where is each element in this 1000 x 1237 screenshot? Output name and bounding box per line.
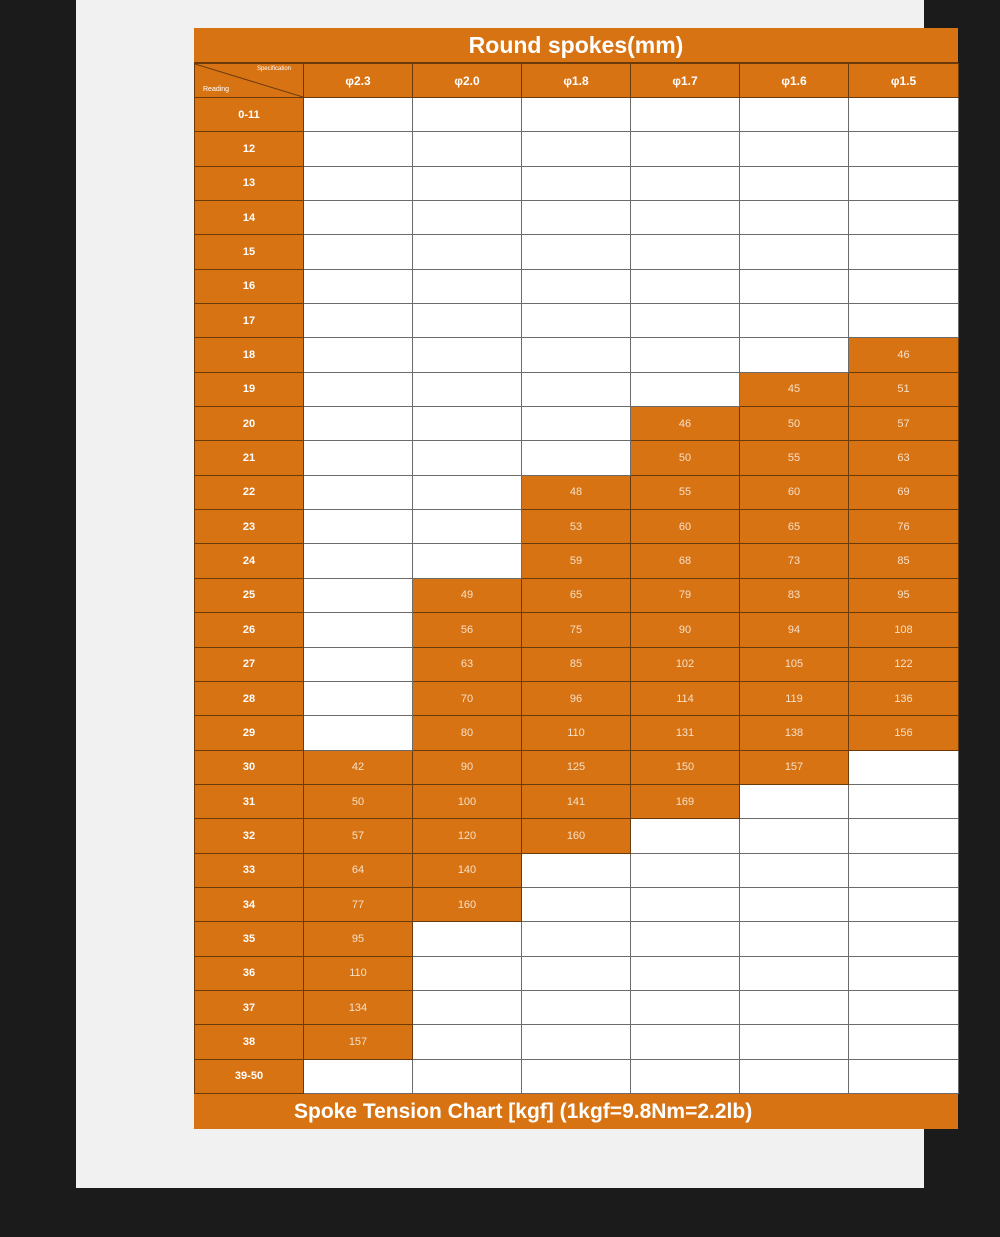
table-row: [195, 407, 959, 441]
empty-cell: [631, 235, 740, 269]
table-row: [195, 544, 959, 578]
empty-cell: [304, 613, 413, 647]
empty-cell: [304, 235, 413, 269]
empty-cell: [304, 201, 413, 235]
tension-value-cell: 157: [304, 1025, 413, 1059]
empty-cell: [304, 98, 413, 132]
tension-value-cell: 90: [631, 613, 740, 647]
empty-cell: [522, 1025, 631, 1059]
tension-value-cell: 90: [413, 750, 522, 784]
tension-value-cell: 140: [413, 853, 522, 887]
empty-cell: [413, 441, 522, 475]
empty-cell: [304, 578, 413, 612]
empty-cell: [740, 819, 849, 853]
empty-cell: [849, 853, 959, 887]
table-row: [195, 1025, 959, 1059]
corner-label-specification: Specification: [256, 66, 291, 72]
empty-cell: [522, 372, 631, 406]
row-header-reading: 14: [195, 201, 304, 235]
empty-cell: [304, 716, 413, 750]
empty-cell: [522, 1059, 631, 1093]
table-row: [195, 578, 959, 612]
row-header-reading: 16: [195, 269, 304, 303]
column-header: φ1.6: [740, 64, 849, 98]
tension-value-cell: 48: [522, 475, 631, 509]
table-row: [195, 784, 959, 818]
table-row: [195, 201, 959, 235]
empty-cell: [304, 269, 413, 303]
tension-value-cell: 85: [849, 544, 959, 578]
empty-cell: [413, 235, 522, 269]
empty-cell: [740, 1059, 849, 1093]
empty-cell: [413, 956, 522, 990]
tension-table: [194, 63, 959, 1094]
tension-value-cell: 76: [849, 510, 959, 544]
empty-cell: [631, 338, 740, 372]
tension-value-cell: 102: [631, 647, 740, 681]
empty-cell: [413, 544, 522, 578]
empty-cell: [413, 990, 522, 1024]
empty-cell: [413, 98, 522, 132]
row-header-reading: 19: [195, 372, 304, 406]
column-header: φ2.3: [304, 64, 413, 98]
row-header-reading: 33: [195, 853, 304, 887]
empty-cell: [631, 1025, 740, 1059]
tension-value-cell: 59: [522, 544, 631, 578]
tension-value-cell: 160: [413, 887, 522, 921]
tension-value-cell: 56: [413, 613, 522, 647]
row-header-reading: 0-11: [195, 98, 304, 132]
table-row: [195, 887, 959, 921]
row-header-reading: 29: [195, 716, 304, 750]
row-header-reading: 36: [195, 956, 304, 990]
tension-value-cell: 94: [740, 613, 849, 647]
empty-cell: [740, 922, 849, 956]
row-header-reading: 26: [195, 613, 304, 647]
row-header-reading: 37: [195, 990, 304, 1024]
empty-cell: [413, 304, 522, 338]
empty-cell: [849, 784, 959, 818]
empty-cell: [849, 1025, 959, 1059]
empty-cell: [740, 235, 849, 269]
empty-cell: [740, 784, 849, 818]
row-header-reading: 28: [195, 681, 304, 715]
empty-cell: [631, 956, 740, 990]
empty-cell: [522, 922, 631, 956]
corner-label-reading: Reading: [203, 86, 230, 93]
table-row: [195, 922, 959, 956]
tension-value-cell: 42: [304, 750, 413, 784]
empty-cell: [522, 304, 631, 338]
empty-cell: [413, 269, 522, 303]
empty-cell: [631, 269, 740, 303]
empty-cell: [522, 235, 631, 269]
row-header-reading: 24: [195, 544, 304, 578]
empty-cell: [304, 647, 413, 681]
tension-value-cell: 60: [631, 510, 740, 544]
empty-cell: [522, 269, 631, 303]
empty-cell: [304, 1059, 413, 1093]
row-header-reading: 27: [195, 647, 304, 681]
tension-value-cell: 68: [631, 544, 740, 578]
empty-cell: [631, 853, 740, 887]
tension-value-cell: 65: [522, 578, 631, 612]
corner-cell: [195, 64, 304, 98]
tension-value-cell: 141: [522, 784, 631, 818]
table-row: [195, 613, 959, 647]
row-header-reading: 39-50: [195, 1059, 304, 1093]
tension-value-cell: 69: [849, 475, 959, 509]
empty-cell: [740, 338, 849, 372]
chart-title: Round spokes(mm): [194, 28, 958, 63]
empty-cell: [631, 922, 740, 956]
tension-value-cell: 55: [631, 475, 740, 509]
table-row: [195, 338, 959, 372]
empty-cell: [631, 1059, 740, 1093]
row-header-reading: 20: [195, 407, 304, 441]
tension-value-cell: 83: [740, 578, 849, 612]
table-row: [195, 235, 959, 269]
empty-cell: [522, 887, 631, 921]
empty-cell: [413, 372, 522, 406]
empty-cell: [304, 407, 413, 441]
row-header-reading: 13: [195, 166, 304, 200]
tension-value-cell: 85: [522, 647, 631, 681]
table-row: [195, 647, 959, 681]
page-sheet: [76, 0, 924, 1188]
empty-cell: [631, 304, 740, 338]
table-row: [195, 956, 959, 990]
table-body: [195, 98, 959, 1094]
empty-cell: [304, 681, 413, 715]
empty-cell: [849, 201, 959, 235]
tension-value-cell: 70: [413, 681, 522, 715]
row-header-reading: 15: [195, 235, 304, 269]
tension-value-cell: 51: [849, 372, 959, 406]
empty-cell: [522, 441, 631, 475]
table-row: [195, 1059, 959, 1093]
table-row: [195, 441, 959, 475]
empty-cell: [849, 235, 959, 269]
empty-cell: [413, 407, 522, 441]
empty-cell: [522, 853, 631, 887]
empty-cell: [522, 201, 631, 235]
header-row: [195, 64, 959, 98]
row-header-reading: 30: [195, 750, 304, 784]
empty-cell: [849, 1059, 959, 1093]
row-header-reading: 38: [195, 1025, 304, 1059]
tension-value-cell: 46: [849, 338, 959, 372]
tension-value-cell: 105: [740, 647, 849, 681]
empty-cell: [304, 510, 413, 544]
empty-cell: [631, 819, 740, 853]
empty-cell: [413, 201, 522, 235]
tension-value-cell: 108: [849, 613, 959, 647]
empty-cell: [849, 132, 959, 166]
empty-cell: [304, 132, 413, 166]
empty-cell: [304, 338, 413, 372]
empty-cell: [413, 475, 522, 509]
empty-cell: [413, 1025, 522, 1059]
tension-value-cell: 65: [740, 510, 849, 544]
table-row: [195, 269, 959, 303]
empty-cell: [304, 304, 413, 338]
empty-cell: [740, 1025, 849, 1059]
tension-value-cell: 110: [304, 956, 413, 990]
empty-cell: [740, 98, 849, 132]
empty-cell: [849, 269, 959, 303]
tension-value-cell: 46: [631, 407, 740, 441]
empty-cell: [849, 922, 959, 956]
tension-value-cell: 95: [849, 578, 959, 612]
tension-value-cell: 95: [304, 922, 413, 956]
empty-cell: [849, 956, 959, 990]
empty-cell: [631, 990, 740, 1024]
table-row: [195, 304, 959, 338]
empty-cell: [849, 887, 959, 921]
tension-value-cell: 57: [304, 819, 413, 853]
empty-cell: [522, 132, 631, 166]
tension-value-cell: 120: [413, 819, 522, 853]
empty-cell: [740, 132, 849, 166]
empty-cell: [304, 441, 413, 475]
tension-value-cell: 96: [522, 681, 631, 715]
tension-value-cell: 50: [631, 441, 740, 475]
tension-value-cell: 45: [740, 372, 849, 406]
row-header-reading: 21: [195, 441, 304, 475]
tension-value-cell: 63: [413, 647, 522, 681]
column-header: φ1.5: [849, 64, 959, 98]
tension-value-cell: 160: [522, 819, 631, 853]
column-header: φ2.0: [413, 64, 522, 98]
empty-cell: [740, 166, 849, 200]
empty-cell: [413, 338, 522, 372]
empty-cell: [740, 304, 849, 338]
tension-value-cell: 125: [522, 750, 631, 784]
tension-value-cell: 73: [740, 544, 849, 578]
row-header-reading: 12: [195, 132, 304, 166]
empty-cell: [522, 166, 631, 200]
empty-cell: [413, 132, 522, 166]
tension-value-cell: 100: [413, 784, 522, 818]
empty-cell: [522, 956, 631, 990]
column-header: φ1.8: [522, 64, 631, 98]
empty-cell: [849, 304, 959, 338]
tension-value-cell: 57: [849, 407, 959, 441]
table-row: [195, 166, 959, 200]
empty-cell: [413, 166, 522, 200]
tension-value-cell: 134: [304, 990, 413, 1024]
tension-value-cell: 156: [849, 716, 959, 750]
tension-value-cell: 114: [631, 681, 740, 715]
empty-cell: [740, 956, 849, 990]
empty-cell: [631, 887, 740, 921]
table-row: [195, 132, 959, 166]
table-row: [195, 716, 959, 750]
tension-value-cell: 131: [631, 716, 740, 750]
row-header-reading: 25: [195, 578, 304, 612]
row-header-reading: 32: [195, 819, 304, 853]
column-header: φ1.7: [631, 64, 740, 98]
tension-value-cell: 75: [522, 613, 631, 647]
tension-value-cell: 77: [304, 887, 413, 921]
tension-value-cell: 80: [413, 716, 522, 750]
tension-value-cell: 64: [304, 853, 413, 887]
row-header-reading: 34: [195, 887, 304, 921]
row-header-reading: 31: [195, 784, 304, 818]
table-row: [195, 510, 959, 544]
empty-cell: [522, 338, 631, 372]
table-row: [195, 98, 959, 132]
table-row: [195, 475, 959, 509]
table-row: [195, 819, 959, 853]
chart-footer: Spoke Tension Chart [kgf] (1kgf=9.8Nm=2.2lb): [294, 1099, 753, 1123]
tension-value-cell: 60: [740, 475, 849, 509]
empty-cell: [740, 887, 849, 921]
empty-cell: [413, 922, 522, 956]
tension-value-cell: 138: [740, 716, 849, 750]
tension-value-cell: 79: [631, 578, 740, 612]
row-header-reading: 18: [195, 338, 304, 372]
empty-cell: [631, 372, 740, 406]
tension-value-cell: 157: [740, 750, 849, 784]
spoke-tension-chart: [194, 28, 958, 1129]
empty-cell: [304, 475, 413, 509]
empty-cell: [849, 166, 959, 200]
empty-cell: [631, 201, 740, 235]
tension-value-cell: 50: [740, 407, 849, 441]
empty-cell: [740, 269, 849, 303]
empty-cell: [413, 510, 522, 544]
tension-value-cell: 169: [631, 784, 740, 818]
empty-cell: [304, 166, 413, 200]
tension-value-cell: 49: [413, 578, 522, 612]
empty-cell: [849, 819, 959, 853]
row-header-reading: 23: [195, 510, 304, 544]
empty-cell: [522, 407, 631, 441]
empty-cell: [413, 1059, 522, 1093]
empty-cell: [304, 372, 413, 406]
row-header-reading: 17: [195, 304, 304, 338]
tension-value-cell: 119: [740, 681, 849, 715]
empty-cell: [740, 853, 849, 887]
tension-value-cell: 136: [849, 681, 959, 715]
empty-cell: [631, 98, 740, 132]
empty-cell: [849, 990, 959, 1024]
empty-cell: [849, 750, 959, 784]
row-header-reading: 22: [195, 475, 304, 509]
tension-value-cell: 122: [849, 647, 959, 681]
empty-cell: [740, 990, 849, 1024]
tension-value-cell: 150: [631, 750, 740, 784]
table-row: [195, 681, 959, 715]
table-row: [195, 372, 959, 406]
tension-value-cell: 53: [522, 510, 631, 544]
empty-cell: [740, 201, 849, 235]
empty-cell: [522, 990, 631, 1024]
empty-cell: [631, 132, 740, 166]
empty-cell: [522, 98, 631, 132]
tension-value-cell: 110: [522, 716, 631, 750]
tension-value-cell: 50: [304, 784, 413, 818]
empty-cell: [631, 166, 740, 200]
empty-cell: [849, 98, 959, 132]
row-header-reading: 35: [195, 922, 304, 956]
tension-value-cell: 55: [740, 441, 849, 475]
empty-cell: [304, 544, 413, 578]
tension-value-cell: 63: [849, 441, 959, 475]
table-row: [195, 750, 959, 784]
table-row: [195, 853, 959, 887]
table-row: [195, 990, 959, 1024]
